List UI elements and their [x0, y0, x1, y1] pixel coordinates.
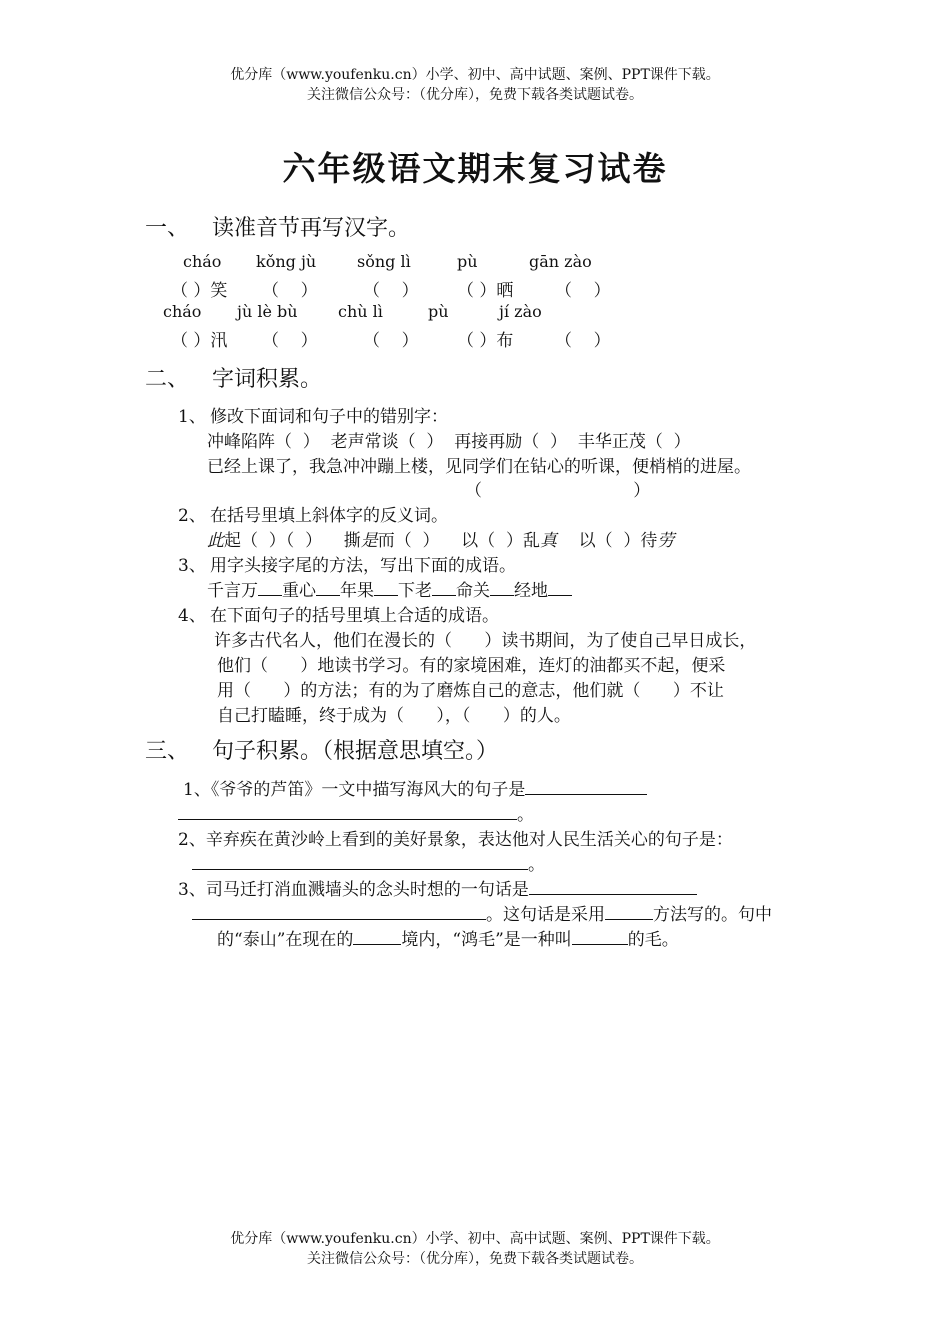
q2-2-items: [207, 526, 674, 551]
idiom-4: 下老: [398, 581, 432, 601]
q3-1-end: 。: [517, 805, 534, 825]
blank-line: [316, 578, 340, 596]
q3-3-text: 3、司马迁打消血溅墙头的念头时想的一句话是: [178, 880, 529, 900]
q2-2-part-3: 以（ ）待: [556, 531, 658, 551]
pinyin-2-2: jù lè bù: [237, 302, 298, 321]
blank-line: [258, 578, 282, 596]
pinyin-2-1: cháo: [163, 302, 202, 321]
blank-line: [178, 802, 517, 820]
blank-line: [529, 877, 697, 895]
q3-1-line-2: [178, 800, 534, 825]
blank-line: [548, 578, 572, 596]
q2-1-words: 冲峰陷阵（ ） 老声常谈（ ） 再接再励（ ） 丰华正茂（ ）: [207, 432, 691, 452]
italic-char-3: 真: [539, 531, 557, 551]
q2-2-part-2: 而（ ） 以（ ）乱: [377, 531, 540, 551]
blank-line: [525, 777, 647, 795]
q2-2-number: 2、: [178, 506, 206, 526]
italic-char-1: 此: [207, 531, 224, 551]
blank-line: [192, 852, 528, 870]
pinyin-1-2: kǒng jù: [256, 252, 317, 271]
footer-line-1: 优分库（www.youfenku.cn）小学、初中、高中试题、案例、PPT课件下载。: [230, 1231, 720, 1247]
italic-char-2: 是: [360, 531, 378, 551]
pinyin-1-4: pù: [457, 252, 478, 271]
q2-4-line-2: 他们（ ）地读书学习。有的家境困难，连灯的油都买不起，便采: [217, 656, 726, 676]
char-blank-1-3: （ ）: [363, 281, 419, 301]
blank-line: [374, 578, 398, 596]
blank-line: [572, 927, 628, 945]
q2-4-line-3: 用（ ）的方法；有的为了磨炼自己的意志，他们就（ ）不让: [217, 681, 724, 701]
q3-3-part-d: 境内，“鸿毛”是一种叫: [401, 930, 572, 950]
char-blank-2-3: （ ）: [363, 331, 419, 351]
italic-char-4: 劳: [657, 531, 675, 551]
q3-3-part-b: 方法写的。句中: [653, 905, 772, 925]
blank-line: [353, 927, 401, 945]
pinyin-2-4: pù: [428, 302, 449, 321]
q2-1-answer-blank: （ ）: [465, 481, 651, 501]
idiom-6: 经地: [514, 581, 548, 601]
section3-heading: 句子积累。（根据意思填空。）: [212, 739, 499, 764]
q3-3-part-c: 的“泰山”在现在的: [217, 930, 354, 950]
idiom-3: 年果: [340, 581, 374, 601]
blank-line: [192, 902, 486, 920]
char-blank-2-4: （ ）布: [457, 331, 514, 351]
q2-1-prompt: 修改下面词和句子中的错别字：: [210, 407, 448, 427]
q2-4-prompt: 在下面句子的括号里填上合适的成语。: [210, 606, 499, 626]
section2-number: 二、: [145, 367, 190, 392]
header-line-2: 关注微信公众号：（优分库），免费下载各类试题试卷。: [307, 87, 643, 103]
header-line-1: 优分库（www.youfenku.cn）小学、初中、高中试题、案例、PPT课件下载。: [230, 67, 720, 83]
q2-3-idioms: [207, 576, 572, 601]
pinyin-1-3: sǒng lì: [357, 252, 411, 271]
char-blank-2-5: （ ）: [555, 331, 611, 351]
pinyin-1-5: gān zào: [529, 252, 592, 271]
q3-1-prompt: [183, 775, 647, 800]
q3-1-text: 1、《爷爷的芦笛》一文中描写海风大的句子是: [183, 780, 526, 800]
q3-3-prompt: [178, 875, 697, 900]
page-title: 六年级语文期末复习试卷: [282, 149, 668, 188]
q3-3-part-a: 。这句话是采用: [486, 905, 605, 925]
idiom-5: 命关: [456, 581, 490, 601]
q2-4-number: 4、: [178, 606, 206, 626]
q2-3-prompt: 用字头接字尾的方法，写出下面的成语。: [210, 556, 516, 576]
section3-number: 三、: [145, 739, 190, 764]
char-blank-2-2: （ ）: [262, 331, 318, 351]
blank-line: [605, 902, 653, 920]
blank-line: [432, 578, 456, 596]
q3-2-line-2: [192, 850, 545, 875]
q3-3-part-e: 的毛。: [627, 930, 679, 950]
idiom-2: 重心: [282, 581, 316, 601]
char-blank-2-1: （ ）汛: [171, 331, 228, 351]
q3-3-line-3: [217, 925, 679, 950]
q3-2-prompt: 2、辛弃疾在黄沙岭上看到的美好景象，表达他对人民生活关心的句子是：: [178, 830, 733, 850]
q3-3-line-2: [192, 900, 772, 925]
pinyin-1-1: cháo: [183, 252, 222, 271]
char-blank-1-2: （ ）: [262, 281, 318, 301]
q2-2-part-1: 起（ ）（ ） 撕: [224, 531, 361, 551]
char-blank-1-5: （ ）: [555, 281, 611, 301]
q2-4-line-4: 自己打瞌睡，终于成为（ ），（ ）的人。: [217, 706, 571, 726]
q2-1-number: 1、: [178, 407, 206, 427]
q2-3-number: 3、: [178, 556, 206, 576]
pinyin-2-3: chù lì: [338, 302, 383, 321]
idiom-1: 千言万: [207, 581, 258, 601]
q2-4-line-1: 许多古代名人，他们在漫长的（ ）读书期间，为了使自己早日成长，: [214, 631, 757, 651]
q2-1-sentence: 已经上课了，我急冲冲蹦上楼，见同学们在钻心的听课，便梢梢的进屋。: [207, 457, 751, 477]
section2-heading: 字词积累。: [212, 367, 323, 392]
q3-2-end: 。: [528, 855, 545, 875]
pinyin-2-5: jí zào: [499, 302, 542, 321]
section1-number: 一、: [145, 216, 190, 241]
footer-line-2: 关注微信公众号：（优分库），免费下载各类试题试卷。: [307, 1251, 643, 1267]
char-blank-1-1: （ ）笑: [171, 281, 228, 301]
blank-line: [490, 578, 514, 596]
section1-heading: 读准音节再写汉字。: [212, 216, 411, 241]
char-blank-1-4: （ ）晒: [457, 281, 514, 301]
q2-2-prompt: 在括号里填上斜体字的反义词。: [210, 506, 448, 526]
